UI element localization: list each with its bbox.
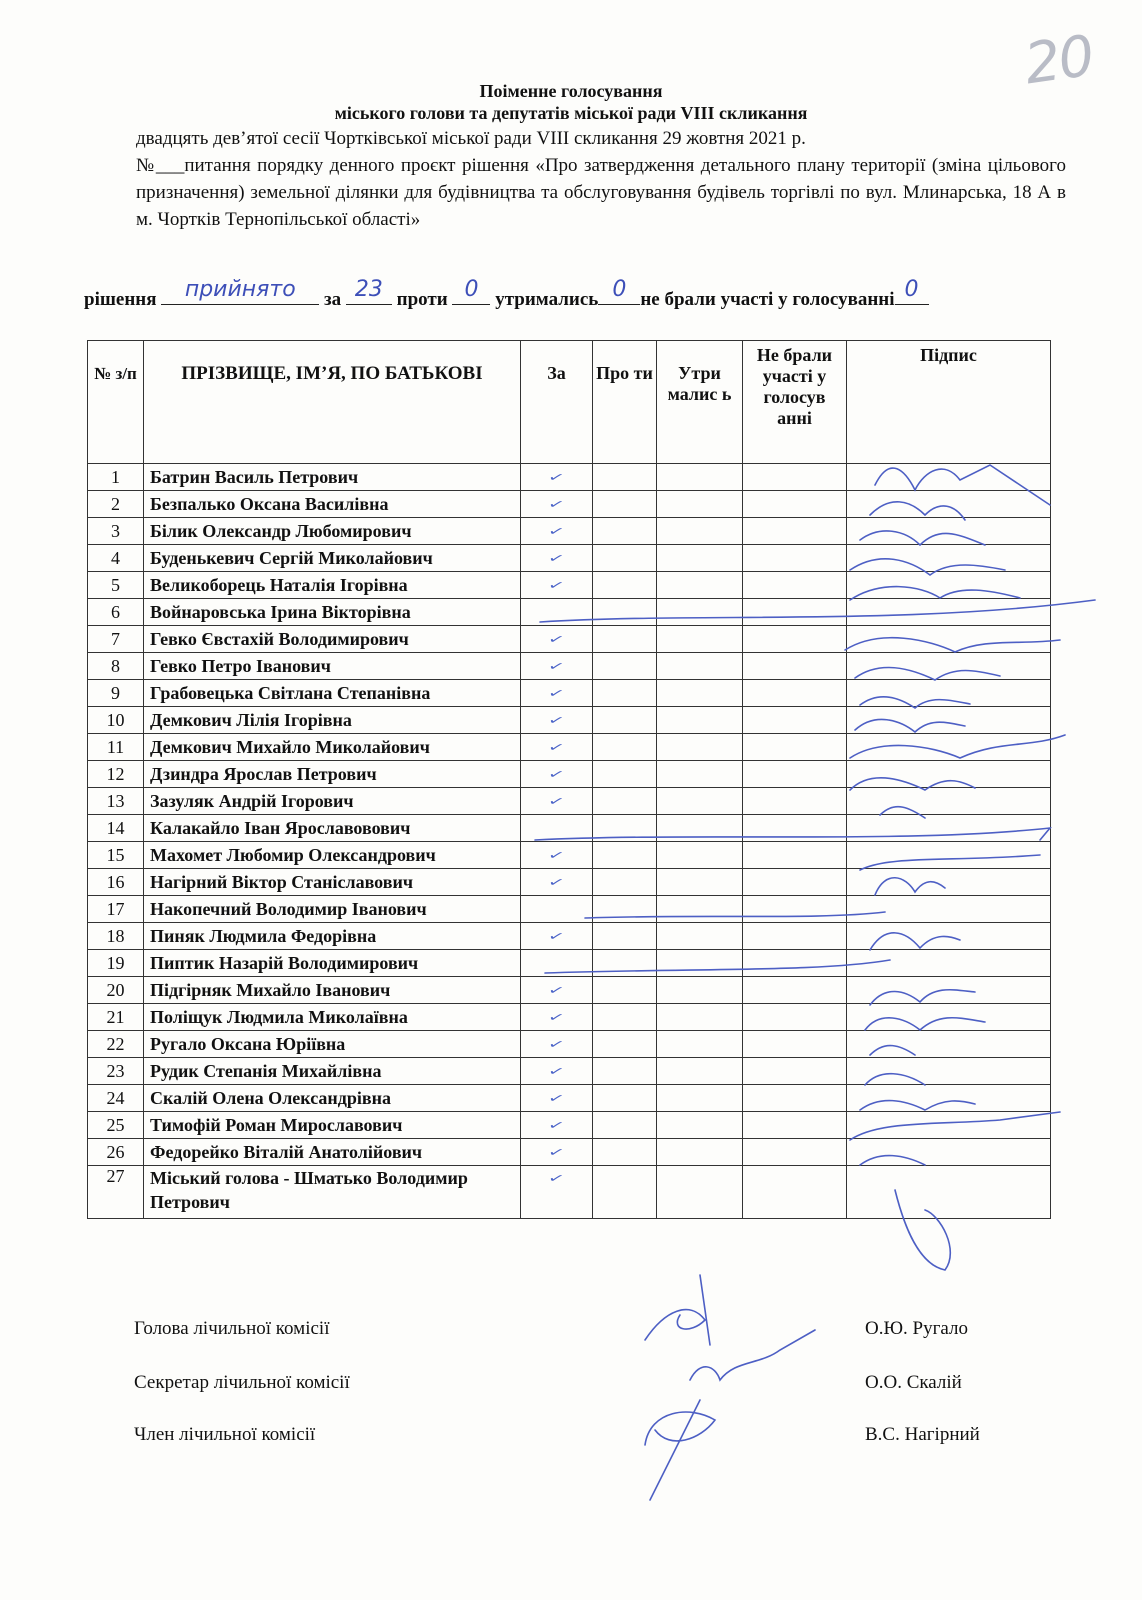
roll-call-table — [87, 340, 1051, 1219]
vote-cell-against — [593, 842, 657, 869]
vote-cell-against — [593, 707, 657, 734]
deputy-name: Федорейко Віталій Анатолійович — [144, 1139, 521, 1166]
vote-cell-abstain — [657, 923, 743, 950]
signature-cell — [847, 734, 1051, 761]
chair-label: Голова лічильної комісії — [134, 1318, 330, 1339]
table-row — [88, 896, 1051, 923]
deputy-name: Пиняк Людмила Федорівна — [144, 923, 521, 950]
vote-cell-for — [521, 1112, 593, 1139]
vote-cell-absent — [743, 869, 847, 896]
signature-cell — [847, 896, 1051, 923]
vote-cell-against — [593, 599, 657, 626]
header-abstain: Утри малис ь — [657, 341, 743, 464]
vote-cell-for — [521, 842, 593, 869]
vote-cell-abstain — [657, 896, 743, 923]
document-title: Поіменне голосування — [479, 81, 663, 101]
header-for: За — [521, 341, 593, 464]
table-row — [88, 869, 1051, 896]
signature-cell — [847, 842, 1051, 869]
absent-count: 0 — [904, 277, 919, 302]
table-row — [88, 707, 1051, 734]
signature-cell — [847, 545, 1051, 572]
deputy-name — [144, 1166, 521, 1219]
vote-cell-for — [521, 1031, 593, 1058]
vote-cell-for — [521, 680, 593, 707]
table-row — [88, 653, 1051, 680]
signature-cell — [847, 869, 1051, 896]
member-name: В.С. Нагірний — [865, 1424, 980, 1445]
deputy-name: Гевко Петро Іванович — [144, 653, 521, 680]
vote-cell-for — [521, 545, 593, 572]
vote-cell-for — [521, 1058, 593, 1085]
row-number: 14 — [88, 815, 144, 842]
vote-cell-abstain — [657, 707, 743, 734]
vote-cell-for — [521, 1139, 593, 1166]
vote-cell-against — [593, 923, 657, 950]
table-row — [88, 950, 1051, 977]
row-number: 10 — [88, 707, 144, 734]
check-mark-icon: ✓ — [546, 469, 567, 485]
deputy-name: Підгірняк Михайло Іванович — [144, 977, 521, 1004]
vote-cell-absent — [743, 977, 847, 1004]
vote-cell-absent — [743, 923, 847, 950]
header-absent: Не брали участі у голосув анні — [743, 341, 847, 464]
row-number: 17 — [88, 896, 144, 923]
check-mark-icon: ✓ — [546, 1144, 567, 1160]
vote-cell-abstain — [657, 680, 743, 707]
row-number: 12 — [88, 761, 144, 788]
table-row — [88, 1166, 1051, 1219]
vote-cell-absent — [743, 1166, 847, 1219]
check-mark-icon: ✓ — [546, 523, 567, 539]
vote-cell-against — [593, 653, 657, 680]
row-number: 2 — [88, 491, 144, 518]
row-number: 4 — [88, 545, 144, 572]
vote-cell-abstain — [657, 1004, 743, 1031]
signature-cell — [847, 761, 1051, 788]
deputy-name: Демкович Лілія Ігорівна — [144, 707, 521, 734]
deputy-name: Скалій Олена Олександрівна — [144, 1085, 521, 1112]
row-number: 20 — [88, 977, 144, 1004]
check-mark-icon: ✓ — [546, 982, 567, 998]
vote-cell-abstain — [657, 1166, 743, 1219]
deputy-name: Грабовецька Світлана Степанівна — [144, 680, 521, 707]
deputy-name-text: Міський голова - Шматько Володимир Петрович — [150, 1168, 468, 1212]
signature-cell — [847, 1085, 1051, 1112]
table-row — [88, 815, 1051, 842]
signature-cell — [847, 788, 1051, 815]
row-number: 26 — [88, 1139, 144, 1166]
vote-cell-absent — [743, 896, 847, 923]
vote-cell-absent — [743, 464, 847, 491]
table-row — [88, 491, 1051, 518]
deputy-name: Войнаровська Ірина Вікторівна — [144, 599, 521, 626]
vote-cell-absent — [743, 707, 847, 734]
signature-cell — [847, 1112, 1051, 1139]
vote-cell-absent — [743, 491, 847, 518]
row-number: 25 — [88, 1112, 144, 1139]
vote-cell-absent — [743, 788, 847, 815]
vote-cell-abstain — [657, 464, 743, 491]
deputy-name: Дзиндра Ярослав Петрович — [144, 761, 521, 788]
check-mark-icon: ✓ — [546, 550, 567, 566]
table-row — [88, 1085, 1051, 1112]
vote-cell-abstain — [657, 1085, 743, 1112]
vote-cell-against — [593, 788, 657, 815]
signature-cell — [847, 680, 1051, 707]
vote-cell-against — [593, 464, 657, 491]
row-number: 3 — [88, 518, 144, 545]
vote-cell-absent — [743, 572, 847, 599]
vote-cell-absent — [743, 680, 847, 707]
signature-cell — [847, 626, 1051, 653]
row-number: 15 — [88, 842, 144, 869]
secretary-name: О.О. Скалій — [865, 1372, 962, 1393]
vote-cell-abstain — [657, 977, 743, 1004]
table-row — [88, 842, 1051, 869]
row-number: 5 — [88, 572, 144, 599]
table-row — [88, 977, 1051, 1004]
vote-cell-absent — [743, 1031, 847, 1058]
table-row — [88, 572, 1051, 599]
decision-label: рішення — [84, 289, 157, 310]
table-row — [88, 788, 1051, 815]
agenda-item-text: №___питання порядку денного проєкт рішення «Про затвердження детального плану території (зміна цільового призначення) земельної ділянки для будівництва та обслуговування будівель торгівлі по вул. Млинарська, 18 А в м. Чортків Тернопільської області» — [136, 155, 1066, 230]
table-row — [88, 545, 1051, 572]
vote-cell-abstain — [657, 869, 743, 896]
vote-cell-against — [593, 545, 657, 572]
for-field — [346, 277, 392, 305]
vote-cell-abstain — [657, 734, 743, 761]
vote-cell-against — [593, 1139, 657, 1166]
vote-cell-against — [593, 734, 657, 761]
table-row — [88, 1139, 1051, 1166]
header-num: № з/п — [88, 341, 144, 464]
vote-cell-for — [521, 896, 593, 923]
vote-cell-abstain — [657, 950, 743, 977]
signature-cell — [847, 1058, 1051, 1085]
vote-cell-against — [593, 572, 657, 599]
decision-summary — [84, 277, 929, 311]
for-label: за — [324, 289, 342, 310]
vote-cell-against — [593, 815, 657, 842]
check-mark-icon: ✓ — [546, 631, 567, 647]
vote-cell-against — [593, 896, 657, 923]
vote-cell-abstain — [657, 572, 743, 599]
row-number: 13 — [88, 788, 144, 815]
vote-cell-for — [521, 869, 593, 896]
deputy-name: Гевко Євстахій Володимирович — [144, 626, 521, 653]
abstain-field — [598, 277, 640, 305]
against-label: проти — [396, 289, 448, 310]
deputy-name: Зазуляк Андрій Ігорович — [144, 788, 521, 815]
abstain-label: утримались — [495, 289, 599, 310]
vote-cell-abstain — [657, 599, 743, 626]
chair-name: О.Ю. Ругало — [865, 1318, 968, 1339]
signature-cell — [847, 977, 1051, 1004]
against-field — [452, 277, 490, 305]
vote-cell-against — [593, 977, 657, 1004]
vote-cell-for — [521, 626, 593, 653]
signature-cell — [847, 653, 1051, 680]
signature-cell — [847, 599, 1051, 626]
vote-cell-for — [521, 464, 593, 491]
vote-cell-for — [521, 572, 593, 599]
row-number: 24 — [88, 1085, 144, 1112]
signature-cell — [847, 950, 1051, 977]
signature-cell — [847, 1166, 1051, 1219]
secretary-label: Секретар лічильної комісії — [134, 1372, 350, 1393]
deputy-name: Демкович Михайло Миколайович — [144, 734, 521, 761]
secretary-signature — [690, 1330, 815, 1380]
deputy-name: Рудик Степанія Михайлівна — [144, 1058, 521, 1085]
vote-cell-for — [521, 599, 593, 626]
signature-cell — [847, 1031, 1051, 1058]
vote-cell-absent — [743, 1112, 847, 1139]
vote-cell-absent — [743, 1085, 847, 1112]
row-number: 7 — [88, 626, 144, 653]
vote-cell-against — [593, 761, 657, 788]
row-number: 6 — [88, 599, 144, 626]
vote-cell-against — [593, 950, 657, 977]
vote-cell-absent — [743, 1058, 847, 1085]
vote-cell-absent — [743, 518, 847, 545]
absent-label: не брали участі у голосуванні — [640, 289, 895, 310]
table-row — [88, 1112, 1051, 1139]
vote-cell-for — [521, 1004, 593, 1031]
vote-cell-abstain — [657, 1139, 743, 1166]
vote-cell-absent — [743, 626, 847, 653]
check-mark-icon: ✓ — [546, 1063, 567, 1079]
absent-field — [895, 277, 929, 305]
check-mark-icon: ✓ — [546, 847, 567, 863]
signature-cell — [847, 707, 1051, 734]
vote-cell-absent — [743, 599, 847, 626]
vote-cell-for — [521, 815, 593, 842]
signature-cell — [847, 1004, 1051, 1031]
vote-cell-for — [521, 923, 593, 950]
row-number: 9 — [88, 680, 144, 707]
session-line: двадцять дев’ятої сесії Чортківської міської ради VIII скликання 29 жовтня 2021 р. — [136, 128, 806, 149]
deputy-name: Тимофій Роман Мирославович — [144, 1112, 521, 1139]
vote-cell-abstain — [657, 518, 743, 545]
row-number: 21 — [88, 1004, 144, 1031]
vote-cell-for — [521, 977, 593, 1004]
vote-cell-abstain — [657, 653, 743, 680]
row-number: 22 — [88, 1031, 144, 1058]
vote-cell-for — [521, 1166, 593, 1219]
header-signature: Підпис — [847, 341, 1051, 464]
vote-cell-abstain — [657, 1031, 743, 1058]
header-name: ПРІЗВИЩЕ, ІМ’Я, ПО БАТЬКОВІ — [144, 341, 521, 464]
vote-cell-for — [521, 734, 593, 761]
vote-cell-absent — [743, 1004, 847, 1031]
table-header-row — [88, 341, 1051, 464]
table-row — [88, 1004, 1051, 1031]
deputy-name: Великоборець Наталія Ігорівна — [144, 572, 521, 599]
vote-cell-abstain — [657, 626, 743, 653]
signature-cell — [847, 518, 1051, 545]
abstain-count: 0 — [612, 277, 627, 302]
deputy-name: Білик Олександр Любомирович — [144, 518, 521, 545]
check-mark-icon: ✓ — [546, 577, 567, 593]
member-label: Член лічильної комісії — [134, 1424, 316, 1445]
row-number: 16 — [88, 869, 144, 896]
signature-cell — [847, 572, 1051, 599]
row-number: 11 — [88, 734, 144, 761]
table-row — [88, 626, 1051, 653]
vote-cell-absent — [743, 1139, 847, 1166]
check-mark-icon: ✓ — [546, 928, 567, 944]
deputy-name: Нагірний Віктор Станіславович — [144, 869, 521, 896]
table-row — [88, 923, 1051, 950]
vote-cell-against — [593, 1058, 657, 1085]
deputy-name: Пиптик Назарій Володимирович — [144, 950, 521, 977]
vote-cell-against — [593, 869, 657, 896]
vote-cell-absent — [743, 842, 847, 869]
vote-cell-for — [521, 788, 593, 815]
vote-cell-abstain — [657, 815, 743, 842]
member-signature — [645, 1400, 715, 1500]
vote-cell-absent — [743, 950, 847, 977]
row-number: 23 — [88, 1058, 144, 1085]
vote-cell-against — [593, 626, 657, 653]
signature-cell — [847, 464, 1051, 491]
check-mark-icon: ✓ — [546, 712, 567, 728]
signature-cell — [847, 1139, 1051, 1166]
page-number: 20 — [1020, 23, 1097, 98]
vote-cell-for — [521, 707, 593, 734]
table-row — [88, 518, 1051, 545]
table-row — [88, 761, 1051, 788]
check-mark-icon: ✓ — [546, 658, 567, 674]
row-number: 27 — [88, 1166, 144, 1219]
vote-cell-abstain — [657, 761, 743, 788]
deputy-name: Буденькевич Сергій Миколайович — [144, 545, 521, 572]
deputy-name: Накопечний Володимир Іванович — [144, 896, 521, 923]
check-mark-icon: ✓ — [546, 874, 567, 890]
vote-cell-abstain — [657, 545, 743, 572]
check-mark-icon: ✓ — [546, 1170, 567, 1186]
vote-cell-for — [521, 491, 593, 518]
vote-cell-absent — [743, 734, 847, 761]
vote-cell-against — [593, 1031, 657, 1058]
vote-cell-against — [593, 680, 657, 707]
row-number: 8 — [88, 653, 144, 680]
signature-cell — [847, 815, 1051, 842]
vote-cell-for — [521, 1085, 593, 1112]
check-mark-icon: ✓ — [546, 1036, 567, 1052]
check-mark-icon: ✓ — [546, 739, 567, 755]
check-mark-icon: ✓ — [546, 685, 567, 701]
vote-cell-absent — [743, 653, 847, 680]
vote-cell-absent — [743, 545, 847, 572]
vote-cell-against — [593, 491, 657, 518]
signature-cell — [847, 491, 1051, 518]
table-row — [88, 680, 1051, 707]
vote-cell-abstain — [657, 842, 743, 869]
vote-cell-abstain — [657, 1058, 743, 1085]
chair-signature — [645, 1275, 710, 1345]
check-mark-icon: ✓ — [546, 1090, 567, 1106]
vote-cell-for — [521, 518, 593, 545]
check-mark-icon: ✓ — [546, 793, 567, 809]
table-row — [88, 734, 1051, 761]
deputy-name: Поліщук Людмила Миколаївна — [144, 1004, 521, 1031]
for-count: 23 — [354, 277, 383, 302]
deputy-name: Калакайло Іван Ярославовович — [144, 815, 521, 842]
row-number: 19 — [88, 950, 144, 977]
vote-cell-against — [593, 1112, 657, 1139]
check-mark-icon: ✓ — [546, 496, 567, 512]
table-row — [88, 599, 1051, 626]
deputy-name: Махомет Любомир Олександрович — [144, 842, 521, 869]
decision-value: прийнято — [184, 277, 296, 302]
vote-cell-for — [521, 761, 593, 788]
vote-cell-against — [593, 1085, 657, 1112]
vote-cell-against — [593, 1166, 657, 1219]
check-mark-icon: ✓ — [546, 1009, 567, 1025]
table-row — [88, 1058, 1051, 1085]
table-row — [88, 464, 1051, 491]
vote-cell-against — [593, 1004, 657, 1031]
against-count: 0 — [464, 277, 479, 302]
vote-cell-abstain — [657, 788, 743, 815]
vote-cell-for — [521, 950, 593, 977]
header-against: Про ти — [593, 341, 657, 464]
vote-cell-absent — [743, 761, 847, 788]
deputy-name: Безпалько Оксана Василівна — [144, 491, 521, 518]
decision-field — [161, 277, 319, 305]
row-number: 1 — [88, 464, 144, 491]
vote-cell-absent — [743, 815, 847, 842]
vote-cell-abstain — [657, 491, 743, 518]
vote-cell-for — [521, 653, 593, 680]
signature-cell — [847, 923, 1051, 950]
row-number: 18 — [88, 923, 144, 950]
deputy-name: Батрин Василь Петрович — [144, 464, 521, 491]
check-mark-icon: ✓ — [546, 766, 567, 782]
deputy-name: Ругало Оксана Юріївна — [144, 1031, 521, 1058]
check-mark-icon: ✓ — [546, 1117, 567, 1133]
vote-cell-abstain — [657, 1112, 743, 1139]
table-row — [88, 1031, 1051, 1058]
document-subtitle: міського голови та депутатів міської ради VIII скликання — [334, 103, 808, 123]
vote-cell-against — [593, 518, 657, 545]
